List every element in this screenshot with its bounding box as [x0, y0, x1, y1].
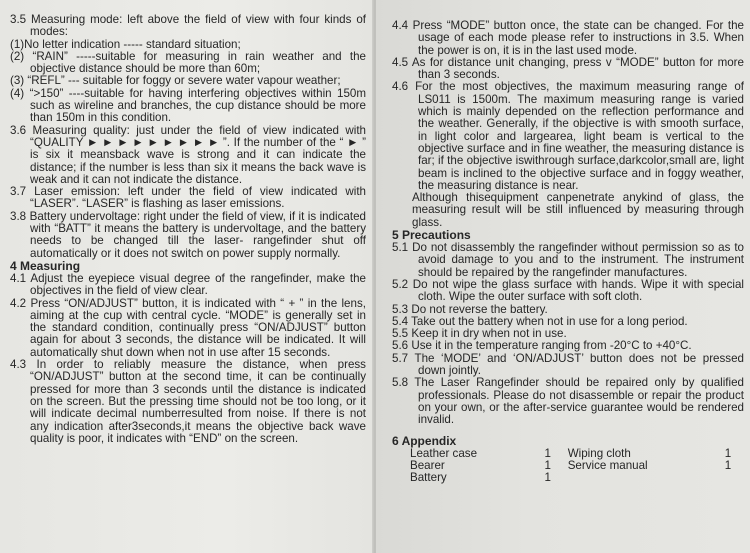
para-3-6: 3.6 Measuring quality: just under the field of view indicated with “QUALITY ► ► ► ► ► ► ► ► ► ”. If the number of the “ ► ” is six it meansback wave is strong and it can indicate the distance; if the number is less than six it means the back wave is weak and it can not indicate the distance. [10, 123, 366, 186]
para-3-5: 3.5 Measuring mode: left above the field of view with four kinds of modes: [10, 13, 366, 39]
para-4-1: 4.1 Adjust the eyepiece visual degree of the rangefinder, make the objectives in the field of view clear. [10, 271, 366, 298]
section-6-title: 6 Appendix [392, 433, 457, 448]
table-row: Bearer 1 Service manual 1 [410, 458, 732, 472]
para-4-4: 4.4 Press “MODE” button once, the state can be changed. For the usage of each mode please refer to instructions in 3.5. When the power is on, it is in the last used mode. [392, 19, 744, 57]
para-3-8: 3.8 Battery undervoltage: right under the field of view, if it is indicated with “BATT” it means the battery is undervoltage, and the battery needs to be changed till the laser- rangefinder shut off automatically or it does not switch on power supply normally. [10, 209, 366, 260]
section-4-title: 4 Measuring [10, 258, 81, 273]
para-4-3: 4.3 In order to reliably measure the distance, when press “ON/ADJUST” button at the second time, it can be continually pressed for more than 3 seconds until the distance is indicated on the screen. But the pressing time should not be too long, or it will indicate decimal numberresulted from noise. If there is not any indication after3seconds,it means the objective back wave quality is poor, it indicates with “END” on the screen. [10, 358, 366, 445]
para-4-5: 4.5 As for distance unit changing, press v “MODE” button for more than 3 seconds. [392, 55, 744, 82]
para-3-7: 3.7 Laser emission: left under the field of view indicated with “LASER”. “LASER” is flashing as laser emissions. [10, 185, 366, 211]
para-5-8: 5.8 The Laser Rangefinder should be repaired only by qualified professionals. Please do not disassemble or repair the product on your own, or the after-service guarantee would be rendered invalid. [392, 376, 744, 427]
para-4-6: 4.6 For the most objectives, the maximum measuring range of LS011 is 1500m. The maximum measuring range is varied which is mainly depended on the reflection performance and the weather. Generally, if the objective is with smooth surface, in light color and largearea, light beam is vertical to the objective surface and in fine weather, the measuring distance is far; if the objective iswithrough surface,darkcolor,small are, light beam is inclined to the objective surface and in foggy weather, the measuring distance is near. [392, 80, 744, 192]
para-3-5-3: (3) “REFL” --- suitable for foggy or severe water vapour weather; [10, 74, 341, 88]
glass-note: Although thisequipment canpenetrate anykind of glass, the measuring result will be still influenced by measuring through glass. [412, 191, 744, 229]
para-3-5-1: (1)No letter indication ----- standard situation; [10, 37, 241, 51]
left-page [0, 0, 374, 553]
table-row: Battery 1 [410, 471, 551, 485]
right-page [376, 0, 750, 553]
section-5-title: 5 Precautions [392, 228, 471, 243]
para-5-3: 5.3 Do not reverse the battery. [392, 302, 548, 316]
para-5-7: 5.7 The ‘MODE’ and ‘ON/ADJUST’ button does not be pressed down jointly. [392, 351, 744, 378]
para-4-2: 4.2 Press “ON/ADJUST” button, it is indicated with “ + ” in the lens, aiming at the cup with central cycle. “MODE” is generally set in the standard condition, continually press “ON/ADJUST” button again for about 3 seconds, the distance will be indicated. It will automatically shut down when not in use after 15 seconds. [10, 296, 366, 359]
para-5-2: 5.2 Do not wipe the glass surface with hands. Wipe it with special cloth. Wipe the outer surface with soft cloth. [392, 277, 744, 304]
appendix-table [410, 448, 748, 485]
para-3-5-4: (4) “>150” ----suitable for having interfering objectives within 150m such as wireline and branches, the cup distance should be more than 150m in this condition. [10, 86, 367, 125]
para-5-4: 5.4 Take out the battery when not in use for a long period. [392, 314, 688, 328]
para-3-5-2: (2) “RAIN” -----suitable for measuring in rain weather and the objective distance should be more than 60m; [10, 49, 366, 76]
table-row: Leather case 1 Wiping cloth 1 [410, 446, 732, 460]
para-5-6: 5.6 Use it in the temperature ranging from -20°C to +40°C. [392, 339, 692, 353]
para-5-5: 5.5 Keep it in dry when not in use. [392, 327, 567, 341]
para-5-1: 5.1 Do not disassembly the rangefinder without permission so as to avoid damage to you and to the instrument. The instrument should be repaired by the rangefinder manufactures. [392, 241, 744, 279]
